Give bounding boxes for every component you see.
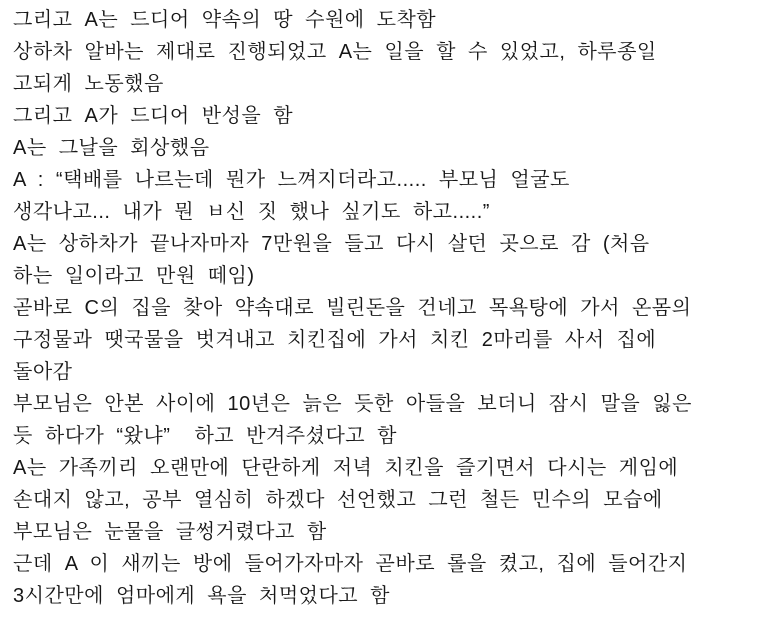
text-line: 돌아감 xyxy=(13,361,73,383)
text-line: 부모님은 안본 사이에 10년은 늙은 듯한 아들을 보더니 잠시 말을 잃은 xyxy=(13,393,692,415)
text-line: 상하차 알바는 제대로 진행되었고 A는 일을 할 수 있었고, 하루종일 xyxy=(13,41,657,63)
text-line: 고되게 노동했음 xyxy=(13,73,164,95)
text-line: A는 상하차가 끝나자마자 7만원을 들고 다시 살던 곳으로 감 (처음 xyxy=(13,233,650,255)
text-line: 듯 하다가 “왔냐” 하고 반겨주셨다고 함 xyxy=(13,425,397,447)
text-line: 손대지 않고, 공부 열심히 하겠다 선언했고 그런 철든 민수의 모습에 xyxy=(13,489,663,511)
text-line: A는 가족끼리 오랜만에 단란하게 저녁 치킨을 즐기면서 다시는 게임에 xyxy=(13,457,679,479)
text-line: A : “택배를 나르는데 뭔가 느껴지더라고..... 부모님 얼굴도 xyxy=(13,169,570,191)
text-line: 그리고 A가 드디어 반성을 함 xyxy=(13,105,294,127)
text-line: 3시간만에 엄마에게 욕을 처먹었다고 함 xyxy=(13,585,390,607)
text-line: A는 그날을 회상했음 xyxy=(13,137,210,159)
text-line: 부모님은 눈물을 글썽거렸다고 함 xyxy=(13,521,327,543)
text-line: 하는 일이라고 만원 떼임) xyxy=(13,265,255,287)
text-line: 근데 A 이 새끼는 방에 들어가자마자 곧바로 롤을 켰고, 집에 들어간지 xyxy=(13,553,688,575)
text-line: 구정물과 땟국물을 벗겨내고 치킨집에 가서 치킨 2마리를 사서 집에 xyxy=(13,329,657,351)
text-line: 생각나고... 내가 뭔 ㅂ신 짓 했나 싶기도 하고.....” xyxy=(13,201,490,223)
text-line: 곧바로 C의 집을 찾아 약속대로 빌린돈을 건네고 목욕탕에 가서 온몸의 xyxy=(13,297,692,319)
text-line: 그리고 A는 드디어 약속의 땅 수원에 도착함 xyxy=(13,9,437,31)
